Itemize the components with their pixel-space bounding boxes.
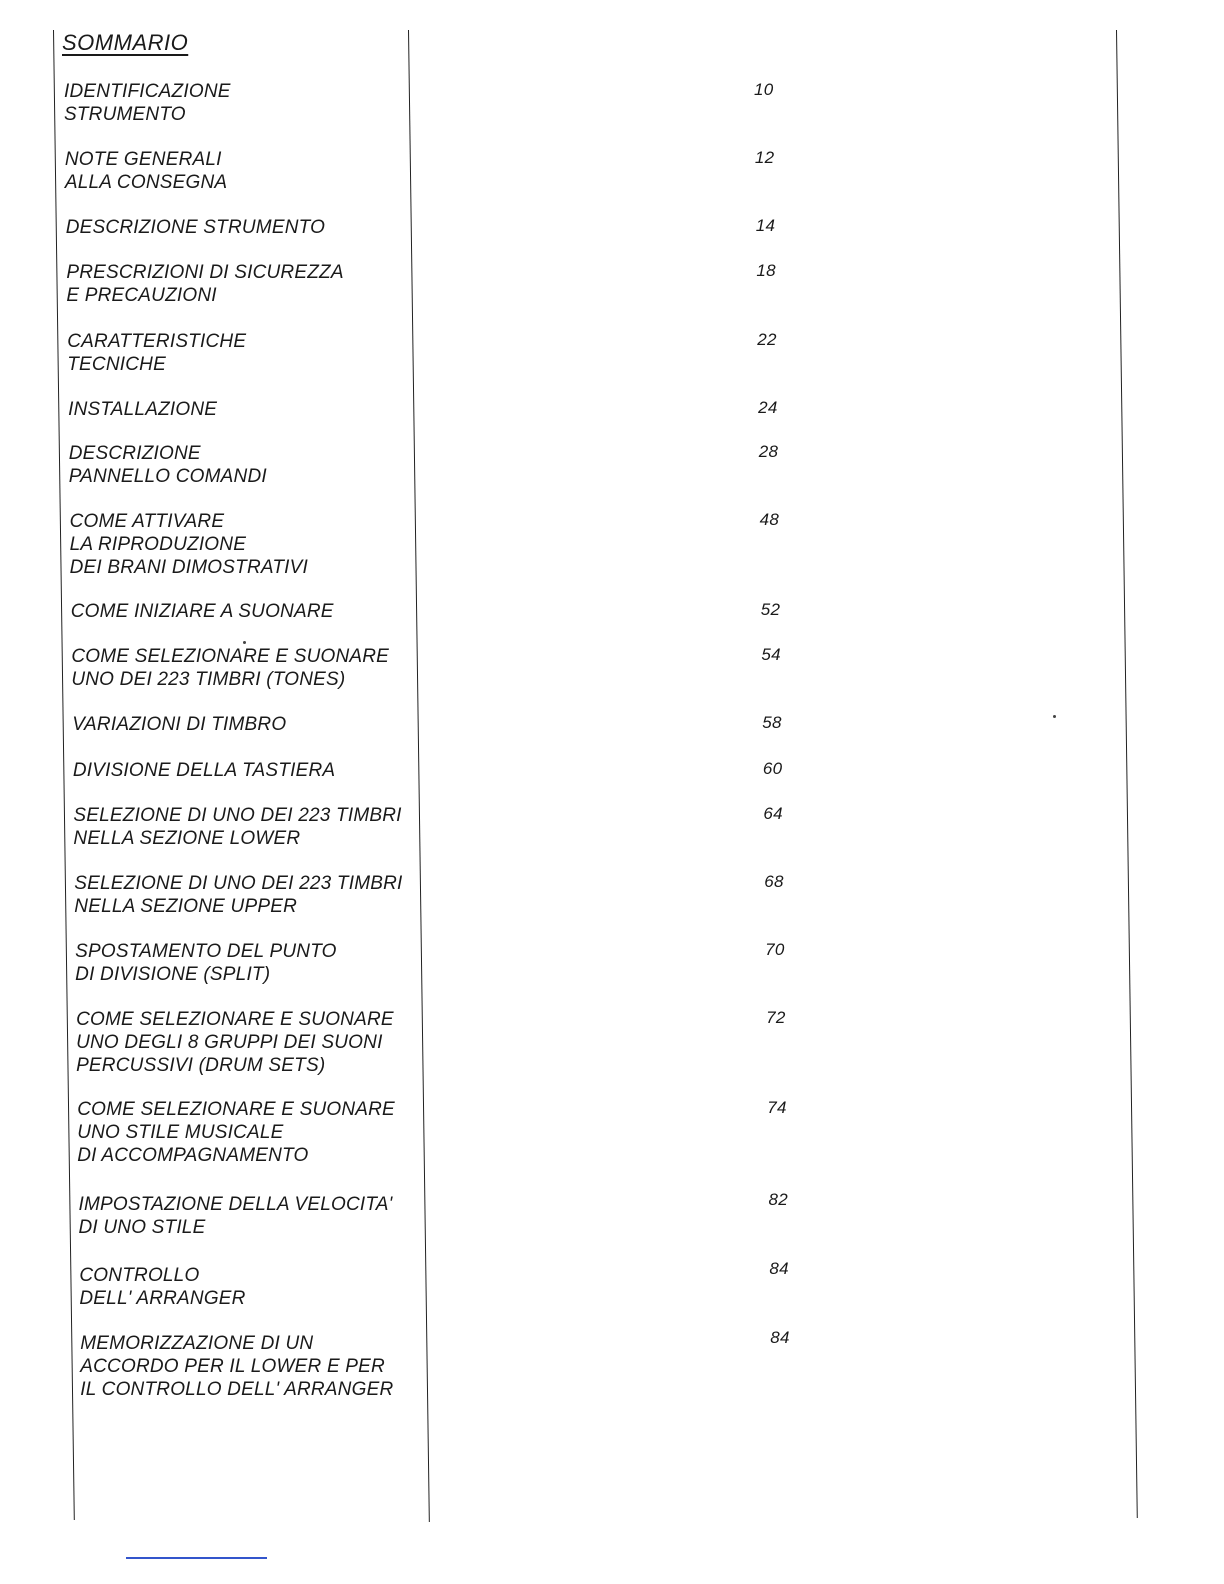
toc-page-number: 14 <box>755 216 776 235</box>
toc-entry-title <box>76 1008 394 1077</box>
page-title: SOMMARIO <box>62 30 189 55</box>
toc-entry-title <box>72 713 286 736</box>
toc-entry-line: PERCUSSIVI (DRUM SETS) <box>76 1055 326 1076</box>
toc-entry-line: UNO DEI 223 TIMBRI (TONES) <box>71 669 346 690</box>
toc-page-number: 18 <box>756 261 776 280</box>
toc-entry-line: SELEZIONE DI UNO DEI 223 TIMBRI <box>74 873 403 894</box>
toc-page-number: 58 <box>762 713 782 732</box>
toc-entry-line: UNO DEGLI 8 GRUPPI DEI SUONI <box>76 1032 383 1053</box>
toc-entry-title <box>77 1098 395 1167</box>
toc-entry-title <box>70 510 308 579</box>
toc-entry-line: IDENTIFICAZIONE <box>64 81 231 102</box>
toc-entry-title <box>78 1193 392 1239</box>
toc-entry-line: DESCRIZIONE STRUMENTO <box>65 217 326 238</box>
toc-entry-line: COME SELEZIONARE E SUONARE <box>76 1009 394 1030</box>
toc-entry-title <box>79 1264 245 1310</box>
toc-entry[interactable] <box>67 330 246 376</box>
toc-entry-line: TECNICHE <box>67 354 166 375</box>
toc-entry[interactable] <box>76 1008 394 1077</box>
toc-page-number: 54 <box>761 645 781 664</box>
toc-entry-line: COME ATTIVARE <box>69 511 225 532</box>
toc-entry-line: PRESCRIZIONI DI SICUREZZA <box>66 262 344 283</box>
toc-entry-title <box>66 216 325 239</box>
toc-entry-line: ACCORDO PER IL LOWER E PER <box>80 1356 385 1377</box>
toc-entry[interactable] <box>73 804 401 850</box>
toc-page-number: 72 <box>766 1008 786 1027</box>
toc-entry-line: INSTALLAZIONE <box>68 399 218 420</box>
toc-entry-line: MEMORIZZAZIONE DI UN <box>80 1333 314 1354</box>
toc-page-number: 60 <box>762 759 783 778</box>
toc-entry-line: IL CONTROLLO DELL' ARRANGER <box>80 1379 394 1400</box>
toc-entry-line: CONTROLLO <box>79 1265 200 1286</box>
toc-entry-line: CARATTERISTICHE <box>67 331 247 352</box>
toc-entry[interactable] <box>71 645 389 691</box>
toc-entry-title <box>66 261 343 307</box>
toc-page-number: 82 <box>768 1190 788 1209</box>
toc-entry-line: DIVISIONE DELLA TASTIERA <box>72 760 336 781</box>
toc-entry[interactable] <box>69 442 267 488</box>
toc-entry[interactable] <box>72 713 286 736</box>
toc-entry[interactable] <box>73 759 335 782</box>
toc-entry-line: UNO STILE MUSICALE <box>77 1122 284 1143</box>
toc-entry-line: NELLA SEZIONE LOWER <box>73 828 301 849</box>
toc-page-number: 64 <box>763 804 783 823</box>
toc-entry[interactable] <box>65 148 227 194</box>
toc-page-number: 52 <box>760 600 781 619</box>
toc-entry[interactable] <box>68 398 217 421</box>
toc-entry-line: NELLA SEZIONE UPPER <box>74 896 297 917</box>
toc-entry-line: DESCRIZIONE <box>68 443 201 464</box>
toc-entry-line: VARIAZIONI DI TIMBRO <box>72 714 287 735</box>
toc-entry[interactable] <box>66 216 325 239</box>
toc-page-number: 28 <box>758 442 779 461</box>
toc-entry[interactable] <box>75 940 336 986</box>
toc-entry-line: IMPOSTAZIONE DELLA VELOCITA' <box>78 1194 393 1215</box>
toc-page-number: 84 <box>769 1259 789 1278</box>
toc-entry-line: COME INIZIARE A SUONARE <box>70 601 334 622</box>
scan-speck <box>1053 715 1056 718</box>
scan-speck <box>243 641 246 644</box>
toc-entry[interactable] <box>79 1264 245 1310</box>
toc-entry-line: PANNELLO COMANDI <box>68 466 267 487</box>
toc-entry-title <box>75 940 336 986</box>
toc-entry-line: LA RIPRODUZIONE <box>69 534 247 555</box>
toc-page-number: 84 <box>770 1328 790 1347</box>
toc-entry[interactable] <box>77 1098 395 1167</box>
toc-entry[interactable] <box>70 510 308 579</box>
toc-entry-line: COME SELEZIONARE E SUONARE <box>71 646 390 667</box>
toc-entry[interactable] <box>66 261 343 307</box>
toc-entry-line: COME SELEZIONARE E SUONARE <box>77 1099 395 1120</box>
toc-entry-line: NOTE GENERALI <box>64 149 222 170</box>
toc-entry-line: DELL' ARRANGER <box>79 1288 246 1309</box>
toc-entry-title <box>69 442 267 488</box>
toc-entry[interactable] <box>64 80 231 126</box>
toc-entry-line: DI ACCOMPAGNAMENTO <box>77 1145 309 1166</box>
toc-page-number: 70 <box>765 940 785 959</box>
toc-entry-title <box>74 872 402 918</box>
toc-entry-line: ALLA CONSEGNA <box>64 172 228 193</box>
toc-entry-line: STRUMENTO <box>64 104 186 125</box>
toc-page-number: 22 <box>757 330 777 349</box>
toc-entry-title <box>64 80 231 126</box>
toc-entry-line: DI DIVISIONE (SPLIT) <box>75 964 271 985</box>
toc-entry-title <box>73 759 335 782</box>
toc-page-number: 74 <box>767 1098 787 1117</box>
toc-entry-line: E PRECAUZIONI <box>66 285 217 306</box>
toc-entry-line: DI UNO STILE <box>78 1217 206 1238</box>
toc-page-number: 24 <box>758 398 778 417</box>
toc-entry-title <box>71 645 389 691</box>
toc-entry-title <box>80 1332 393 1401</box>
footer-rule <box>126 1557 267 1559</box>
toc-entry[interactable] <box>71 600 334 623</box>
toc-entry-title <box>65 148 227 194</box>
toc-page-number: 12 <box>754 148 775 167</box>
toc-entry[interactable] <box>80 1332 393 1401</box>
toc-entry-title <box>67 330 246 376</box>
toc-page-number: 48 <box>759 510 780 529</box>
toc-page-number: 68 <box>764 872 784 891</box>
toc-entry-line: DEI BRANI DIMOSTRATIVI <box>69 557 308 578</box>
toc-entry-title <box>73 804 401 850</box>
toc-entry-title <box>71 600 334 623</box>
toc-entry-title <box>68 398 217 421</box>
toc-page-number: 10 <box>754 80 774 99</box>
toc-entry-line: SELEZIONE DI UNO DEI 223 TIMBRI <box>73 805 402 826</box>
toc-entry-line: SPOSTAMENTO DEL PUNTO <box>75 941 337 962</box>
toc-entry[interactable] <box>74 872 402 918</box>
toc-entry[interactable] <box>78 1193 392 1239</box>
